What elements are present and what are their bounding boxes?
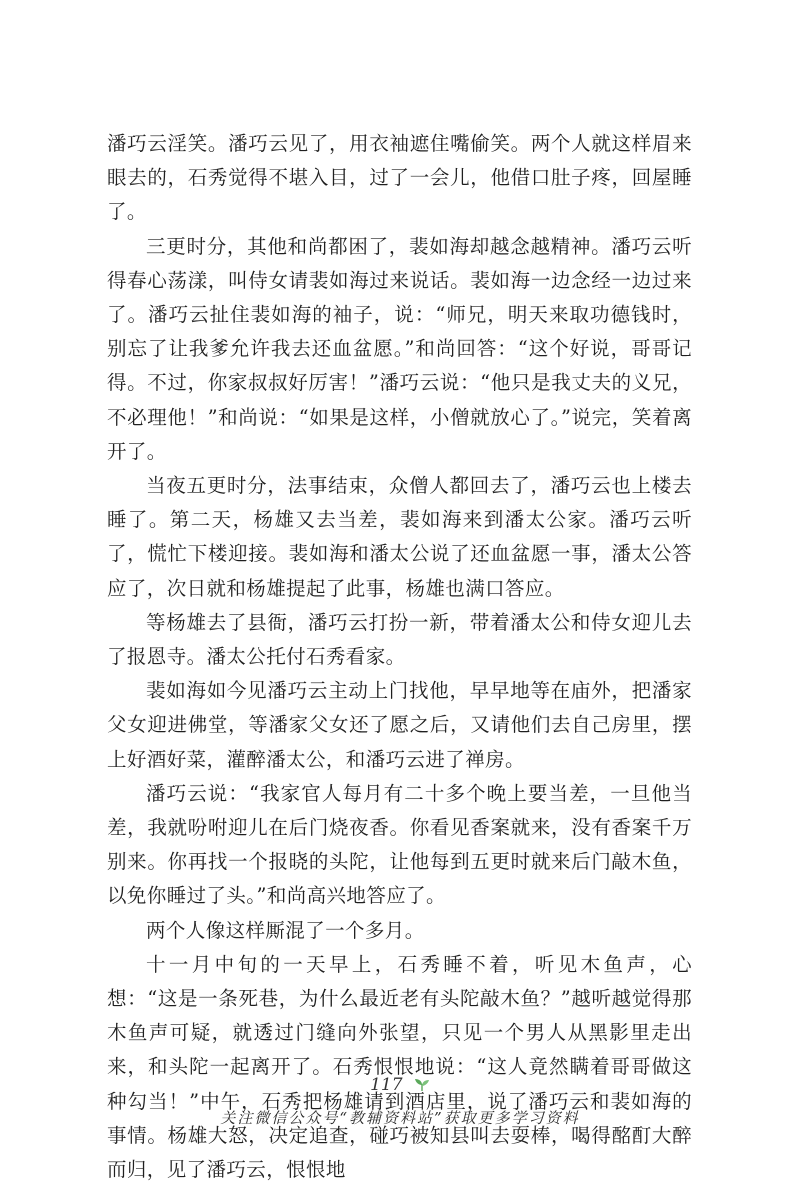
paragraph: 潘巧云说：“我家官人每月有二十多个晚上要当差，一旦他当差，我就吩咐迎儿在后门烧夜香。你看见香案就来，没有香案千万别来。你再找一个报晓的头陀，让他每到五更时就来后门敲木鱼，以免你睡过了头。”和尚高兴地答应了。	[107, 781, 692, 908]
paragraph: 三更时分，其他和尚都困了，裴如海却越念越精神。潘巧云听得春心荡漾，叫侍女请裴如海过来说话。裴如海一边念经一边过来了。潘巧云扯住裴如海的袖子，说：“师兄，明天来取功德钱时，别忘了让我爹允许我去还血盆愿。”和尚回答：“这个好说，哥哥记得。不过，你家叔叔好厉害！”潘巧云说：“他只是我丈夫的义兄，不必理他！”和尚说：“如果是这样，小僧就放心了。”说完，笑着离开了。	[107, 234, 692, 463]
paragraph: 当夜五更时分，法事结束，众僧人都回去了，潘巧云也上楼去睡了。第二天，杨雄又去当差，裴如海来到潘太公家。潘巧云听了，慌忙下楼迎接。裴如海和潘太公说了还血盆愿一事，潘太公答应了，次日就和杨雄提起了此事，杨雄也满口答应。	[107, 474, 692, 600]
paragraph: 两个人像这样厮混了一个多月。	[146, 918, 425, 942]
paragraph: 裴如海如今见潘巧云主动上门找他，早早地等在庙外，把潘家父女迎进佛堂，等潘家父女还了愿之后，又请他们去自己房里，摆上好酒好菜，灌醉潘太公，和潘巧云进了禅房。	[107, 679, 692, 771]
paragraph: 十一月中旬的一天早上，石秀睡不着，听见木鱼声，心想：“这是一条死巷，为什么最近老有头陀敲木鱼？”越听越觉得那木鱼声可疑，就透过门缝向外张望，只见一个男人从黑影里走出来，和头陀一起离开了。石秀恨恨地说：“这人竟然瞒着哥哥做这种勾当！”中午，石秀把杨雄请到酒店里，说了潘巧云和裴如海的事情。杨雄大怒，决定追查，碰巧被知县叫去耍棒，喝得酩酊大醉而归，见了潘巧云，恨恨地	[107, 952, 692, 1182]
paragraph: 潘巧云淫笑。潘巧云见了，用衣袖遮住嘴偷笑。两个人就这样眉来眼去的，石秀觉得不堪入目，过了一会儿，他借口肚子疼，回屋睡了。	[107, 132, 692, 224]
page-number: 117	[370, 1074, 403, 1095]
footer-note: 关注微信公众号“教辅资料站”获取更多学习资料	[220, 1109, 580, 1127]
paragraph: 等杨雄去了县衙，潘巧云打扮一新，带着潘太公和侍女迎儿去了报恩寺。潘太公托付石秀看家。	[107, 610, 692, 669]
page-number-area	[0, 1074, 800, 1095]
leaf-sprout-icon	[414, 1078, 430, 1092]
body-text	[107, 127, 692, 1187]
